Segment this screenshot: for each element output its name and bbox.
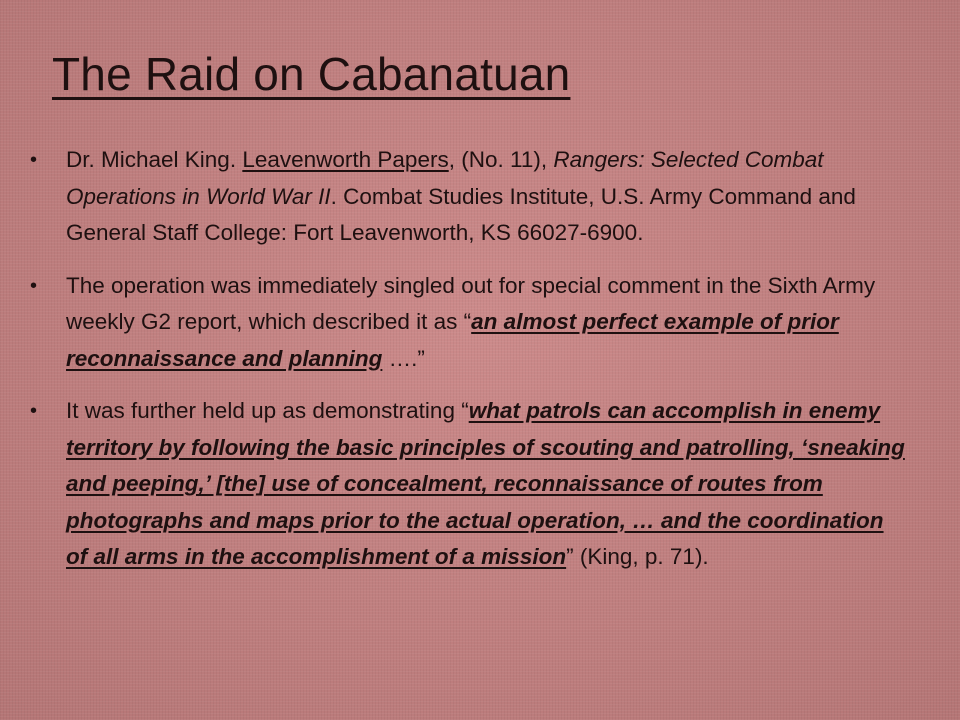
- bullet-g2-report: [30, 268, 910, 378]
- citation-book-title: Rangers: Selected Combat Operations in World War II: [66, 147, 824, 209]
- citation-source: Leavenworth Papers: [242, 147, 449, 172]
- citation-publisher: . Combat Studies Institute, U.S. Army Command and General Staff College: Fort Leavenworth, KS 66027-6900.: [66, 183, 856, 245]
- patrols-citation: ” (King, p. 71).: [566, 544, 709, 569]
- bullet-list: [30, 142, 910, 592]
- bullet-dot-icon: •: [30, 274, 38, 297]
- patrols-text: It was further held up as demonstrating “: [66, 398, 469, 423]
- bullet-patrols: [30, 393, 910, 576]
- citation-author: Dr. Michael King.: [66, 147, 243, 172]
- g2-report-text: The operation was immediately singled out for special comment in the Sixth Army weekly G2 report, which described it as “: [66, 272, 876, 334]
- bullet-dot-icon: •: [30, 149, 38, 171]
- patrols-quote: what patrols can accomplish in enemy territory by following the basic principles of scouting and patrolling, ‘sneaking and peeping,’ [the] use of concealment, reconnaissance of routes from photographs and maps prior to the actual operation, … and the coordination of all arms in the accomplishment of a mission: [66, 398, 905, 569]
- bullet-dot-icon: •: [30, 400, 38, 422]
- citation-number: , (No. 11),: [448, 147, 554, 172]
- g2-report-end: ….”: [382, 345, 425, 371]
- g2-report-quote: an almost perfect example of prior reconnaissance and planning: [66, 309, 839, 371]
- bullet-citation: [30, 142, 910, 252]
- slide-title: The Raid on Cabanatuan: [52, 48, 571, 100]
